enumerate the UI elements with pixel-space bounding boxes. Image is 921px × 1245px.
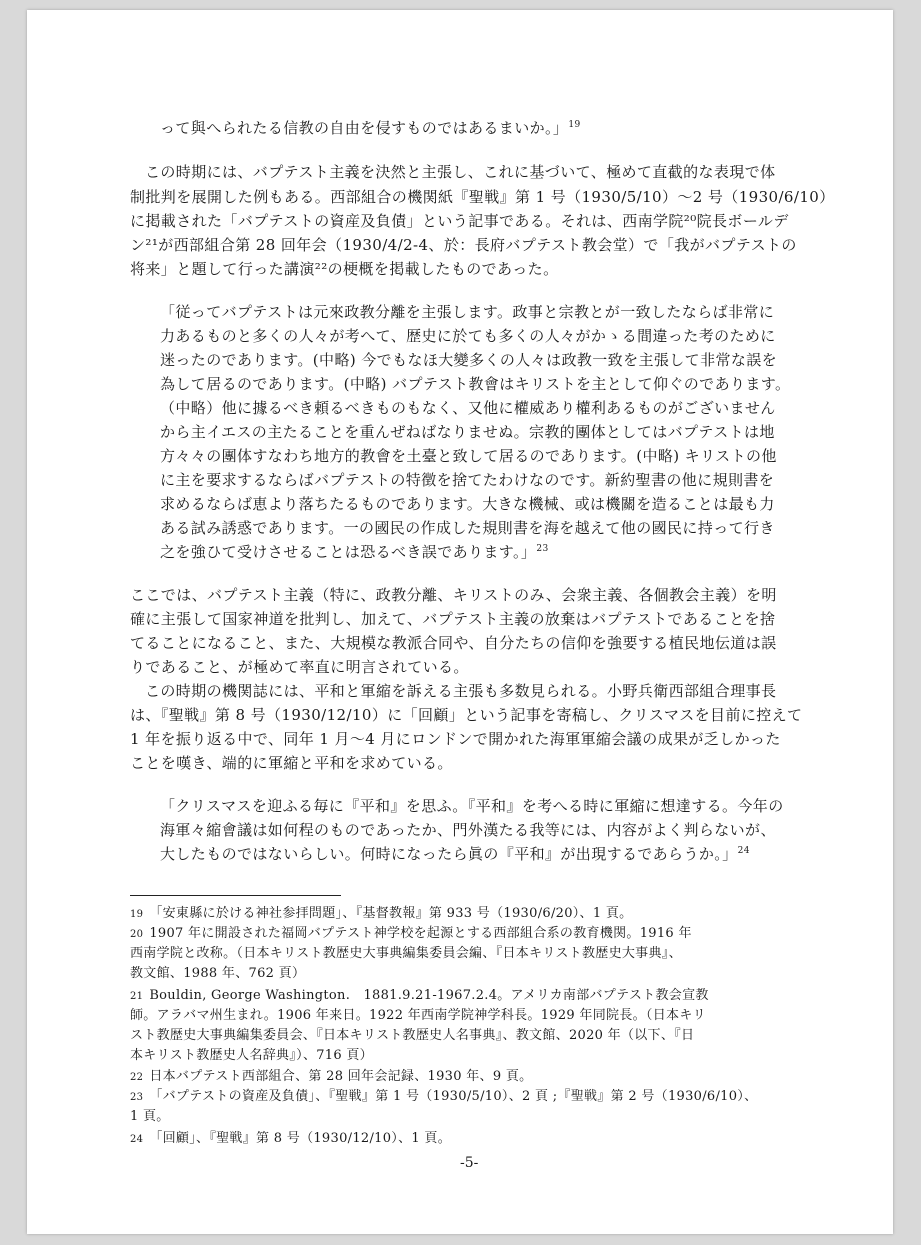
body-line: この時期には、バプテスト主義を決然と主張し、これに基づいて、極めて直截的な表現で体 — [145, 163, 776, 181]
page-number: -5- — [460, 1155, 479, 1171]
quote-line: 求めるならば恵より落ちたるものであります。大きな機械、或は機關を造ることは最も力 — [160, 495, 775, 513]
body-line: って與へられたる信教の自由を侵すものではあるまいか。」$^{19}$ — [160, 119, 581, 137]
footnote-cont: 教文館、1988 年、762 頁） — [130, 966, 306, 981]
quote-line: 之を強ひて受けさせることは恐るべき誤であります。」$^{23}$ — [160, 543, 549, 561]
footnote-cont: 師。アラバマ州生まれ。1906 年来日。1922 年西南学院神学科長。1929 年同院長。（日本キリ — [130, 1008, 706, 1023]
footnote-number: 20 — [130, 929, 144, 940]
footnote-cont: 西南学院と改称。（日本キリスト教歴史大事典編集委員会編、『日本キリスト教歴史大事典』、 — [130, 946, 682, 961]
footnote-number: 21 — [130, 991, 144, 1002]
footnote-ref[interactable]: 19 — [568, 120, 581, 130]
quote-line: 「従ってバプテストは元來政教分離を主張します。政事と宗教とが一致したならば非常に — [160, 303, 775, 321]
quote-line: ある試み誘惑であります。一の國民の作成した規則書を海を越えて他の國民に持って行き — [160, 519, 775, 537]
document-page — [27, 10, 893, 1234]
footnote: 23 「バプテストの資産及負債」、『聖戦』第 1 号（1930/5/10）、2 頁 ;『聖戦』第 2 号（1930/6/10）、 — [130, 1089, 758, 1104]
quote-line: 大したものではないらしい。何時になったら眞の『平和』が出現するであらうか。」$^{24}$ — [160, 845, 750, 863]
footnote: 22 日本バプテスト西部組合、第 28 回年会記録、1930 年、9 頁。 — [130, 1069, 533, 1084]
footnote-number: 23 — [130, 1092, 144, 1103]
body-line: に掲載された「バプテストの資産及負債」という記事である。それは、西南学院²⁰院長ボールデ — [130, 212, 789, 230]
quote-line: 迷ったのであります。(中略) 今でもなほ大變多くの人々は政教一致を主張して非常な誤を — [160, 351, 778, 369]
quote-line: （中略）他に據るべき頼るべきものもなく、又他に權威あり權利あるものがございません — [160, 399, 776, 417]
footnote-ref[interactable]: 24 — [737, 846, 750, 856]
body-line: 将来」と題して行った講演²²の梗概を掲載したものであった。 — [130, 260, 559, 278]
body-line: てることになること、また、大規模な教派合同や、自分たちの信仰を強要する植民地伝道は誤 — [130, 634, 777, 652]
footnote: 21 Bouldin, George Washington. 1881.9.21-1967.2.4。アメリカ南部バプテスト教会宣教 — [130, 988, 709, 1003]
footnote-cont: スト教歴史大事典編集委員会、『日本キリスト教歴史人名事典』、教文館、2020 年（以下、『日 — [130, 1028, 695, 1043]
quote-line: に主を要求するならばバプテストの特徴を捨てたわけなのです。新約聖書の他に規則書を — [160, 471, 775, 489]
quote-line: から主イエスの主たることを重んぜねばなりませぬ。宗教的團体としてはバプテストは地 — [160, 423, 775, 441]
body-line: ン²¹が西部組合第 28 回年会（1930/4/2-4、於：長府バプテスト教会堂）で「我がバプテストの — [130, 236, 797, 254]
footnote-separator — [130, 895, 341, 896]
quote-line: 海軍々縮會議は如何程のものであったか、門外漢たる我等には、内容がよく判らないが、 — [160, 821, 776, 839]
footnote-number: 24 — [130, 1134, 144, 1145]
footnote-number: 22 — [130, 1072, 144, 1083]
footnote-cont: 1 頁。 — [130, 1109, 170, 1124]
body-line: 確に主張して国家神道を批判し、加えて、バプテスト主義の放棄はバプテストであることを捨 — [130, 610, 776, 628]
body-line: ことを嘆き、端的に軍縮と平和を求めている。 — [130, 754, 453, 772]
footnote: 19 「安東縣に於ける神社参拝問題」、『基督教報』第 933 号（1930/6/20）、1 頁。 — [130, 906, 633, 921]
body-line: 制批判を展開した例もある。西部組合の機関紙『聖戦』第 1 号（1930/5/10）～2 号（1930/6/10） — [130, 188, 835, 206]
body-line: りであること、が極めて率直に明言されている。 — [130, 658, 469, 676]
body-line: 1 年を振り返る中で、同年 1 月～4 月にロンドンで開かれた海軍軍縮会議の成果が乏しかった — [130, 730, 781, 748]
quote-line: 「クリスマスを迎ふる毎に『平和』を思ふ。『平和』を考へる時に軍縮に想達する。今年の — [160, 797, 784, 815]
footnote-number: 19 — [130, 909, 144, 920]
footnote: 20 1907 年に開設された福岡バプテスト神学校を起源とする西部組合系の教育機関。1916 年 — [130, 926, 692, 941]
footnote-cont: 本キリスト教歴史人名辞典』）、716 頁） — [130, 1048, 373, 1063]
quote-line: 為して居るのであります。(中略) バプテスト教會はキリストを主として仰ぐのであります。 — [160, 375, 791, 393]
quote-line: 力あるものと多くの人々が考へて、歴史に於ても多くの人々がかゝる間違った考のために — [160, 327, 776, 345]
body-line: ここでは、バプテスト主義（特に、政教分離、キリストのみ、会衆主義、各個教会主義）を明 — [130, 586, 777, 604]
body-line: は、『聖戦』第 8 号（1930/12/10）に「回顧」という記事を寄稿し、クリスマスを目前に控えて — [130, 706, 803, 724]
footnote: 24 「回顧」、『聖戦』第 8 号（1930/12/10）、1 頁。 — [130, 1131, 451, 1146]
quote-line: 方々々の團体すなわち地方的教會を土臺と致して居るのであります。(中略) キリストの他 — [160, 447, 777, 465]
body-line: この時期の機関誌には、平和と軍縮を訴える主張も多数見られる。小野兵衛西部組合理事長 — [145, 682, 777, 700]
footnote-ref[interactable]: 23 — [536, 544, 549, 554]
